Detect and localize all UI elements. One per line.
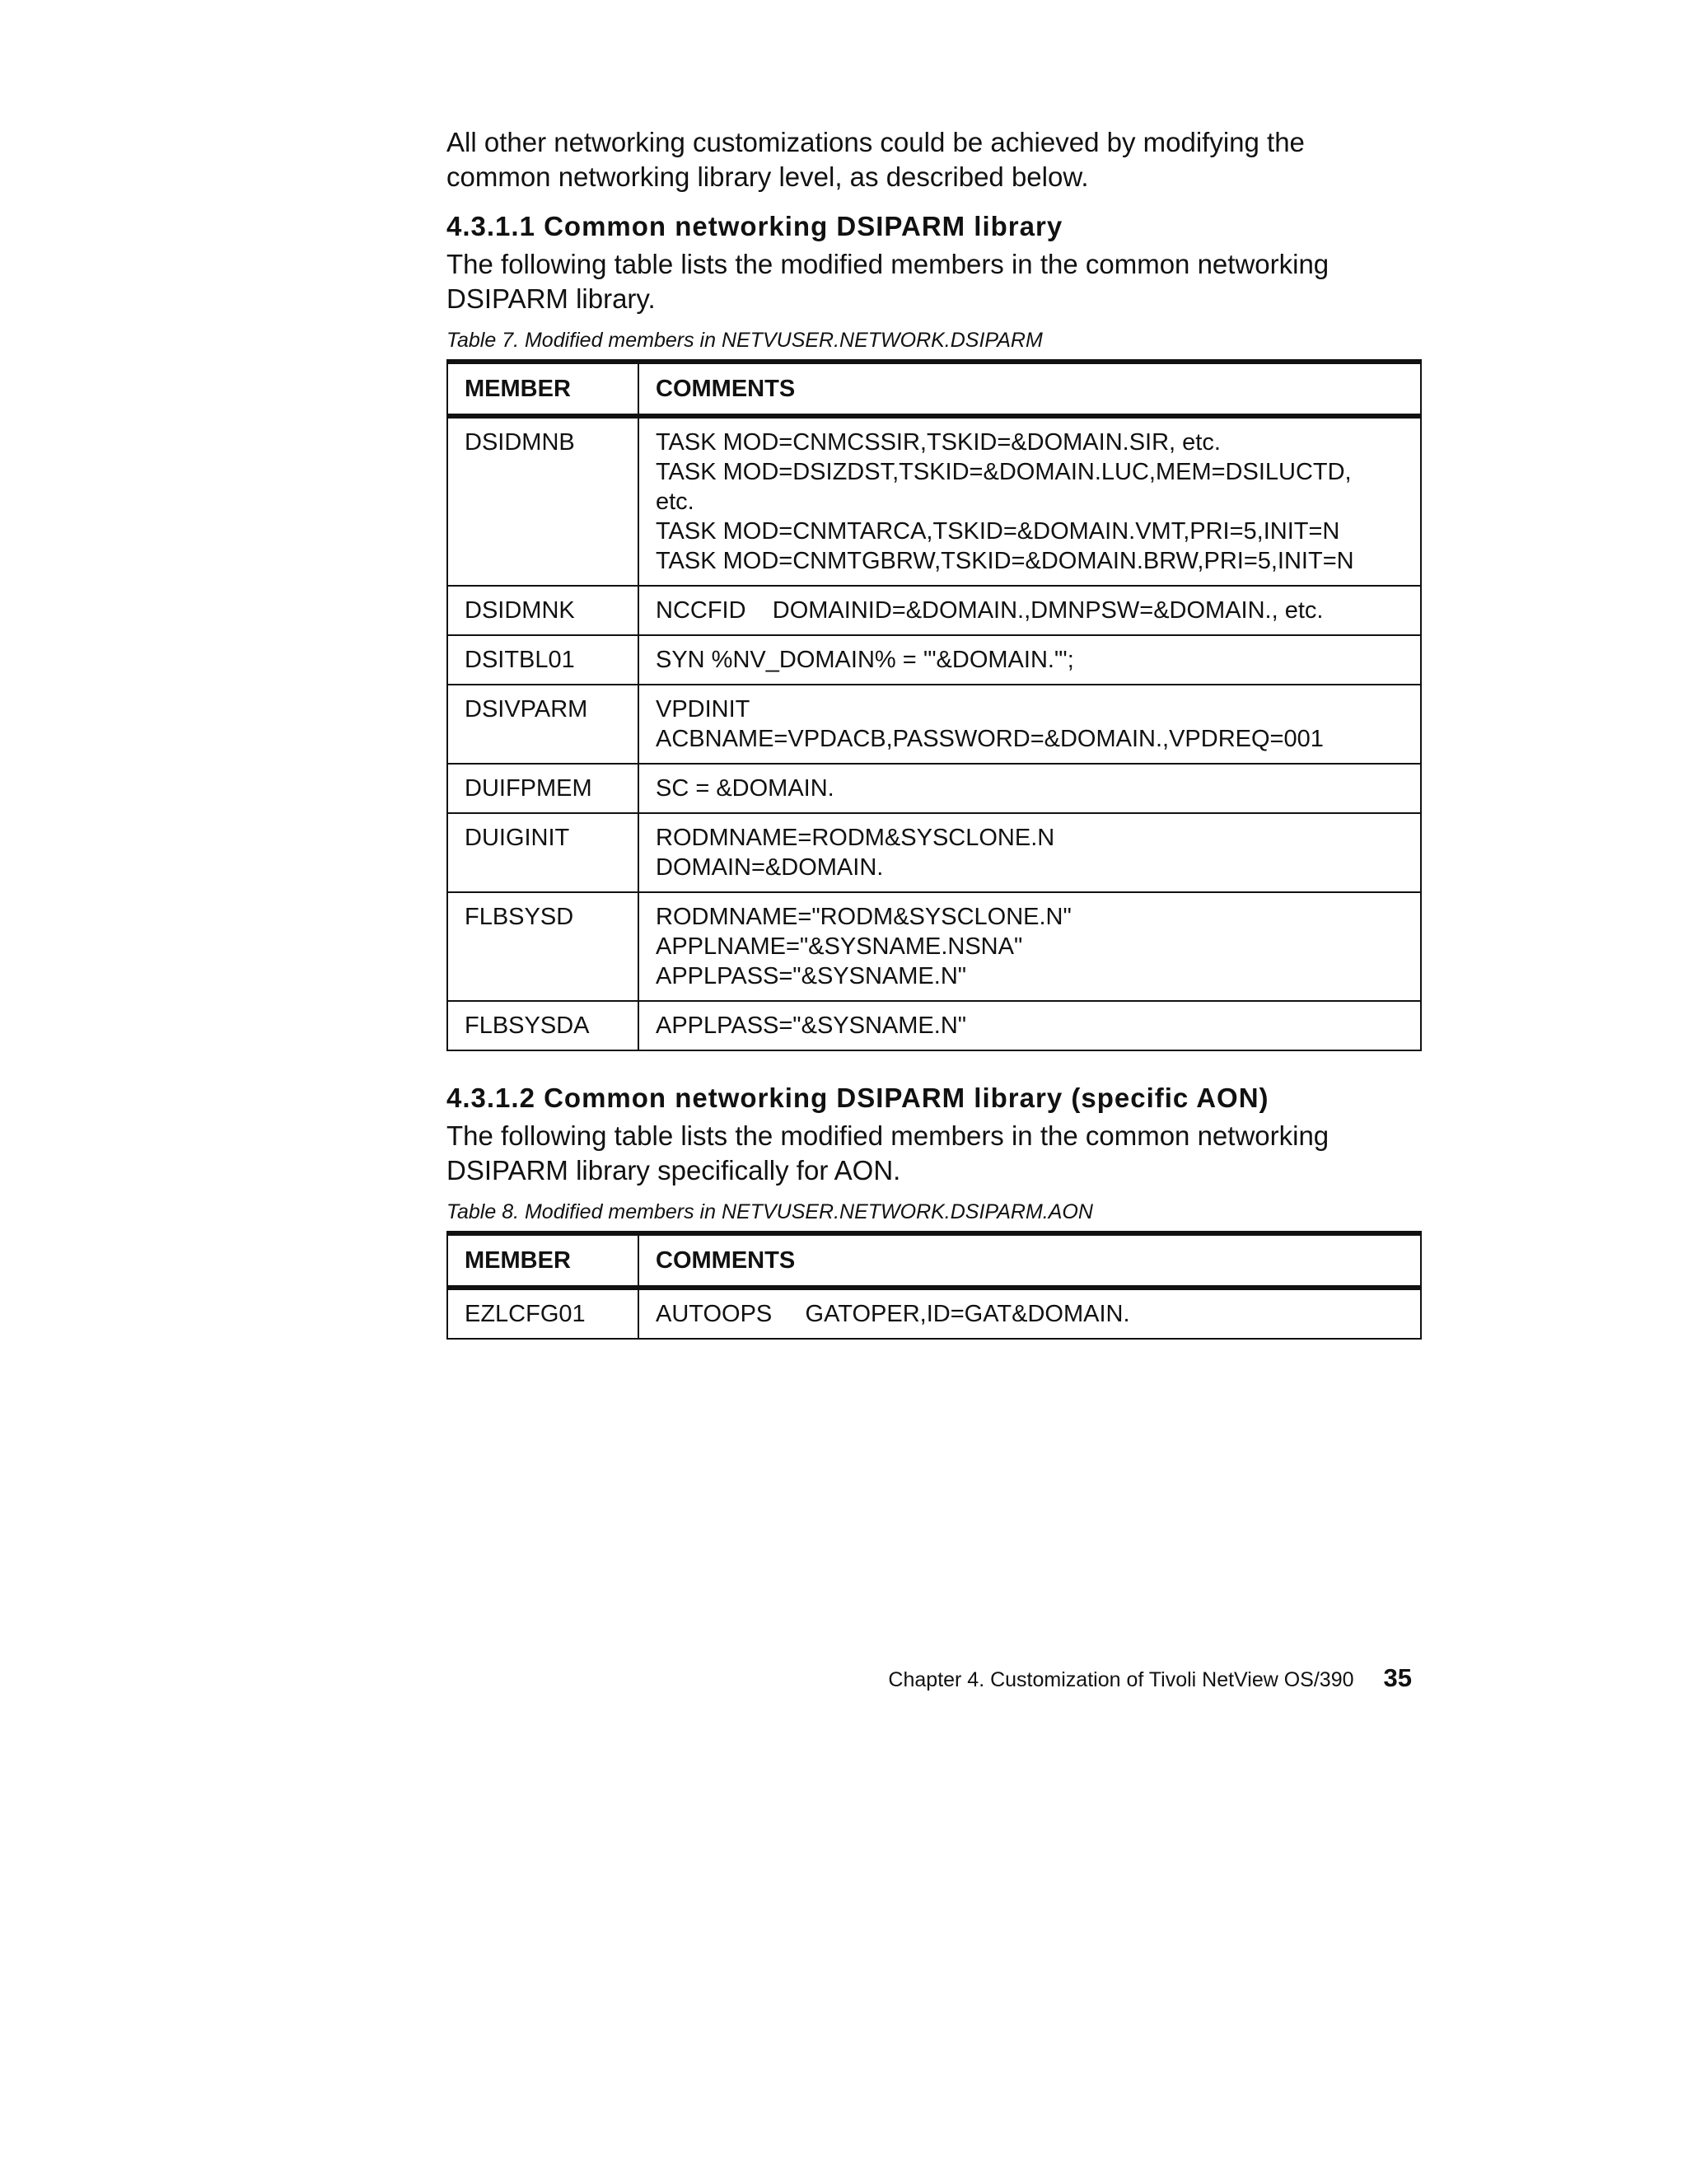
comments-cell (638, 1001, 1421, 1050)
comments-cell (638, 892, 1421, 1001)
comment-line: NCCFID DOMAINID=&DOMAIN.,DMNPSW=&DOMAIN., etc. (656, 597, 1324, 624)
column-header-member: MEMBER (447, 362, 638, 416)
comments-cell (638, 586, 1421, 635)
table-header-row (447, 1233, 1421, 1288)
comments-cell (638, 416, 1421, 586)
member-cell: FLBSYSD (447, 892, 638, 1001)
section1-paragraph (446, 247, 1422, 316)
comment-line: TASK MOD=CNMCSSIR,TSKID=&DOMAIN.SIR, etc. (656, 429, 1221, 456)
table-row (447, 764, 1421, 813)
comment-line: TASK MOD=CNMTARCA,TSKID=&DOMAIN.VMT,PRI=5,INIT=N (656, 518, 1340, 545)
comment-line: DOMAIN=&DOMAIN. (656, 854, 884, 881)
section-heading-4-3-1-1: 4.3.1.1 Common networking DSIPARM library (446, 211, 1063, 241)
comment-line: SYN %NV_DOMAIN% = '"&DOMAIN."'; (656, 647, 1074, 673)
section-heading-4-3-1-2: 4.3.1.2 Common networking DSIPARM library (specific AON) (446, 1083, 1269, 1113)
column-header-comments: COMMENTS (656, 1247, 796, 1274)
footer-chapter-title: Chapter 4. Customization of Tivoli NetView OS/390 (888, 1668, 1354, 1691)
table7-caption: Table 7. Modified members in NETVUSER.NETWORK.DSIPARM (446, 329, 1043, 352)
table-row (447, 685, 1421, 764)
section2-line-2: DSIPARM library specifically for AON. (446, 1155, 901, 1186)
table-row (447, 1288, 1421, 1339)
comment-line: RODMNAME=RODM&SYSCLONE.N (656, 825, 1055, 851)
member-cell: EZLCFG01 (447, 1288, 638, 1339)
intro-line-2: common networking library level, as described below. (446, 161, 1089, 192)
member-cell: DSIDMNK (447, 586, 638, 635)
comment-line: etc. (656, 489, 694, 515)
comment-line: APPLPASS="&SYSNAME.N" (656, 1012, 967, 1039)
table-row (447, 892, 1421, 1001)
comment-line: ACBNAME=VPDACB,PASSWORD=&DOMAIN.,VPDREQ=001 (656, 726, 1324, 752)
comment-line: RODMNAME="RODM&SYSCLONE.N" (656, 904, 1072, 930)
section1-line-1: The following table lists the modified members in the common networking (446, 249, 1330, 279)
table-7 (446, 359, 1422, 1051)
table-row (447, 586, 1421, 635)
member-cell: DUIFPMEM (447, 764, 638, 813)
member-cell: DSIVPARM (447, 685, 638, 764)
table8-caption: Table 8. Modified members in NETVUSER.NETWORK.DSIPARM.AON (446, 1200, 1093, 1223)
comment-line: AUTOOPS GATOPER,ID=GAT&DOMAIN. (656, 1301, 1130, 1327)
intro-paragraph (446, 125, 1422, 194)
comment-line: TASK MOD=CNMTGBRW,TSKID=&DOMAIN.BRW,PRI=5,INIT=N (656, 548, 1354, 574)
comments-cell (638, 685, 1421, 764)
section2-line-1: The following table lists the modified members in the common networking (446, 1120, 1330, 1151)
member-cell: DSITBL01 (447, 635, 638, 685)
comment-line: APPLNAME="&SYSNAME.NSNA" (656, 933, 1023, 960)
comments-cell (638, 764, 1421, 813)
member-cell: DSIDMNB (447, 416, 638, 586)
member-cell: FLBSYSDA (447, 1001, 638, 1050)
page-content (446, 125, 1422, 1340)
comments-cell (638, 635, 1421, 685)
table-row (447, 635, 1421, 685)
member-cell: DUIGINIT (447, 813, 638, 892)
intro-line-1: All other networking customizations could be achieved by modifying the (446, 127, 1305, 157)
table-8 (446, 1231, 1422, 1340)
column-header-comments: COMMENTS (656, 376, 796, 402)
section2-paragraph (446, 1119, 1422, 1188)
table-header-row (447, 362, 1421, 416)
table-row (447, 416, 1421, 586)
comment-line: SC = &DOMAIN. (656, 775, 834, 802)
table-row (447, 1001, 1421, 1050)
comments-cell (638, 1288, 1421, 1339)
table-row (447, 813, 1421, 892)
page-footer (888, 1664, 1412, 1694)
comment-line: VPDINIT (656, 696, 750, 723)
comments-cell (638, 813, 1421, 892)
section1-line-2: DSIPARM library. (446, 283, 656, 314)
comment-line: APPLPASS="&SYSNAME.N" (656, 963, 967, 989)
comment-line: TASK MOD=DSIZDST,TSKID=&DOMAIN.LUC,MEM=DSILUCTD, (656, 459, 1352, 485)
page-number: 35 (1383, 1663, 1412, 1692)
column-header-member: MEMBER (447, 1233, 638, 1288)
